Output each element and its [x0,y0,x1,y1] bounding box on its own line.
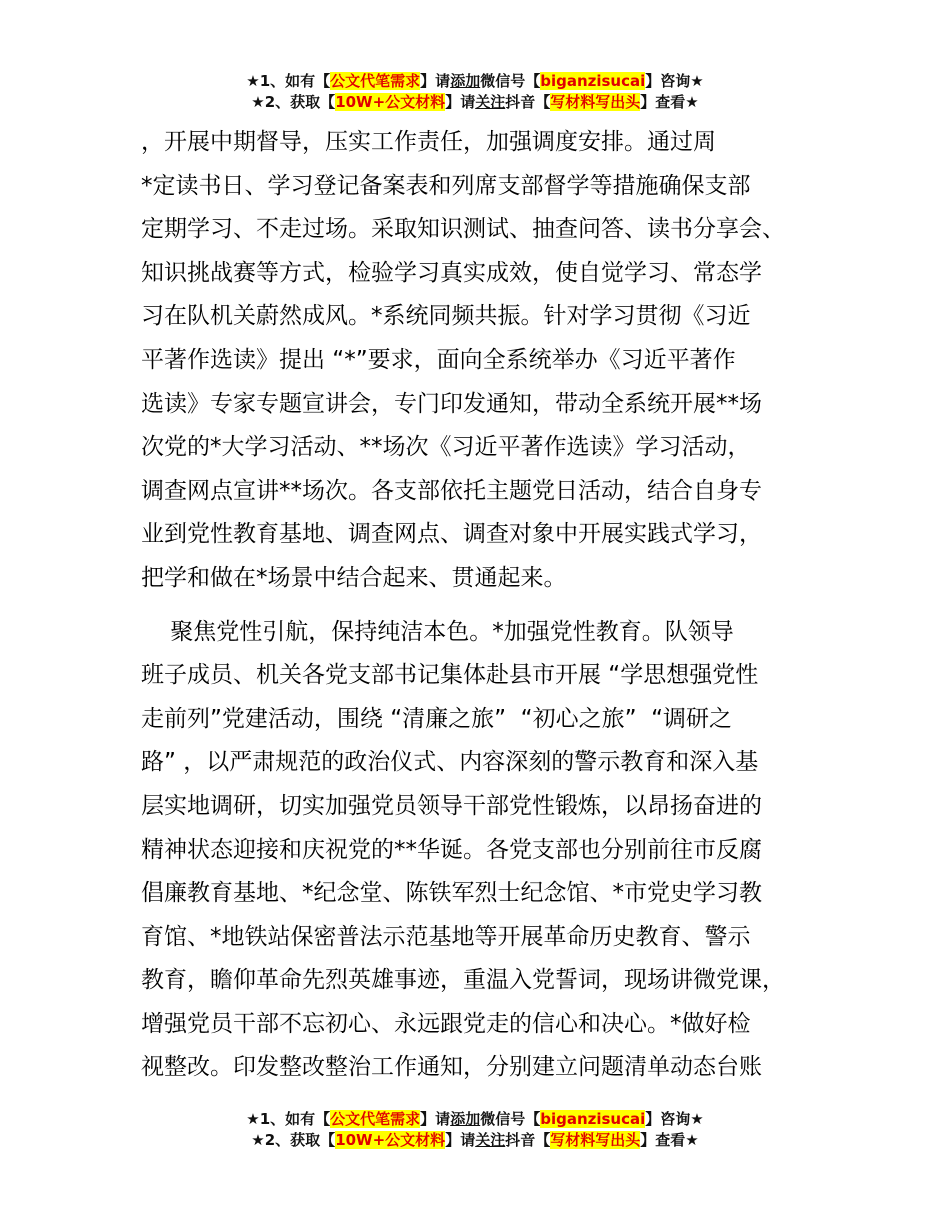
banner-text: ★2、获取【 [251,93,336,111]
paragraph-1 [141,121,831,601]
banner-underlined: 添加 [450,72,481,90]
banner-line-2 [0,1130,950,1151]
banner-highlight: 10W+公文材料 [335,1131,446,1149]
banner-text: ★1、如有【 [246,72,331,90]
text-line: ，开展中期督导，压实工作责任，加强调度安排。通过周 [141,129,716,155]
text-line: 层实地调研，切实加强党员领导干部党性锻炼，以昂扬奋进的 [141,792,762,819]
banner-text: 】咨询★ [645,1110,704,1128]
text-line: 精神状态迎接和庆祝党的**华诞。各党支部也分别前往市反腐 [141,836,762,863]
text-line: 班子成员、机关各党支部书记集体赴县市开展 “学思想强党性 [141,662,759,689]
footer-banner [0,1109,950,1151]
banner-text: 】咨询★ [645,72,704,90]
banner-highlight: 公文代笔需求 [330,1110,421,1128]
banner-line-2 [0,92,950,113]
text-line: 倡廉教育基地、*纪念堂、陈铁军烈士纪念馆、*市党史学习教 [141,880,762,907]
text-line: 走前列”党建活动，围绕 “清廉之旅” “初心之旅” “调研之 [141,705,733,732]
banner-line-1 [0,1109,950,1130]
text-line: 平著作选读》提出 “*”要求，面向全系统举办《习近平著作 [141,346,736,373]
banner-line-1 [0,71,950,92]
banner-underlined: 关注 [475,1131,506,1149]
banner-highlight: 写材料写出头 [550,93,641,111]
banner-underlined: 添加 [450,1110,481,1128]
text-line: 选读》专家专题宣讲会，专门印发通知，带动全系统开展**场 [141,390,762,417]
paragraph-gap [141,601,831,611]
text-line: 次党的*大学习活动、**场次《习近平著作选读》学习活动， [141,434,751,461]
banner-text: 微信号【 [480,72,541,90]
banner-highlight: biganzisucai [540,1110,646,1128]
banner-text: 】查看★ [640,93,699,111]
text-line: 聚焦党性引航，保持纯洁本色。*加强党性教育。队领导 [141,618,734,645]
text-line: *定读书日、学习登记备案表和列席支部督学等措施确保支部 [141,172,751,199]
banner-underlined: 关注 [475,93,506,111]
banner-text: 抖音【 [505,1131,551,1149]
banner-text: ★2、获取【 [251,1131,336,1149]
text-line: 业到党性教育基地、调查网点、调查对象中开展实践式学习， [141,521,762,548]
banner-text: 抖音【 [505,93,551,111]
text-line: 视整改。印发整改整治工作通知，分别建立问题清单动态台账 [141,1054,762,1081]
header-banner [0,71,950,113]
banner-text: 微信号【 [480,1110,541,1128]
banner-text: 】请 [445,1131,476,1149]
text-line: 教育，瞻仰革命先烈英雄事迹，重温入党誓词，现场讲微党课， [141,967,785,994]
banner-text: 】请 [445,93,476,111]
text-line: 调查网点宣讲**场次。各支部依托主题党日活动，结合自身专 [141,477,762,504]
text-line: 增强党员干部不忘初心、永远跟党走的信心和决心。*做好检 [141,1010,751,1037]
banner-text: 】查看★ [640,1131,699,1149]
banner-text: 】请 [420,1110,451,1128]
banner-highlight: 写材料写出头 [550,1131,641,1149]
text-line: 路” ，以严肃规范的政治仪式、内容深刻的警示教育和深入基 [141,749,759,776]
banner-text: 】请 [420,72,451,90]
text-line: 知识挑战赛等方式，检验学习真实成效，使自觉学习、常态学 [141,259,762,286]
document-body [141,121,831,1090]
text-line: 习在队机关蔚然成风。*系统同频共振。针对学习贯彻《习近 [141,303,751,330]
text-line: 把学和做在*场景中结合起来、贯通起来。 [141,564,567,591]
paragraph-2 [141,611,831,1091]
text-line: 定期学习、不走过场。采取知识测试、抽查问答、读书分享会、 [141,216,785,243]
banner-highlight: 公文代笔需求 [330,72,421,90]
banner-highlight: biganzisucai [540,72,646,90]
text-line: 育馆、*地铁站保密普法示范基地等开展革命历史教育、警示 [141,923,751,950]
banner-text: ★1、如有【 [246,1110,331,1128]
banner-highlight: 10W+公文材料 [335,93,446,111]
